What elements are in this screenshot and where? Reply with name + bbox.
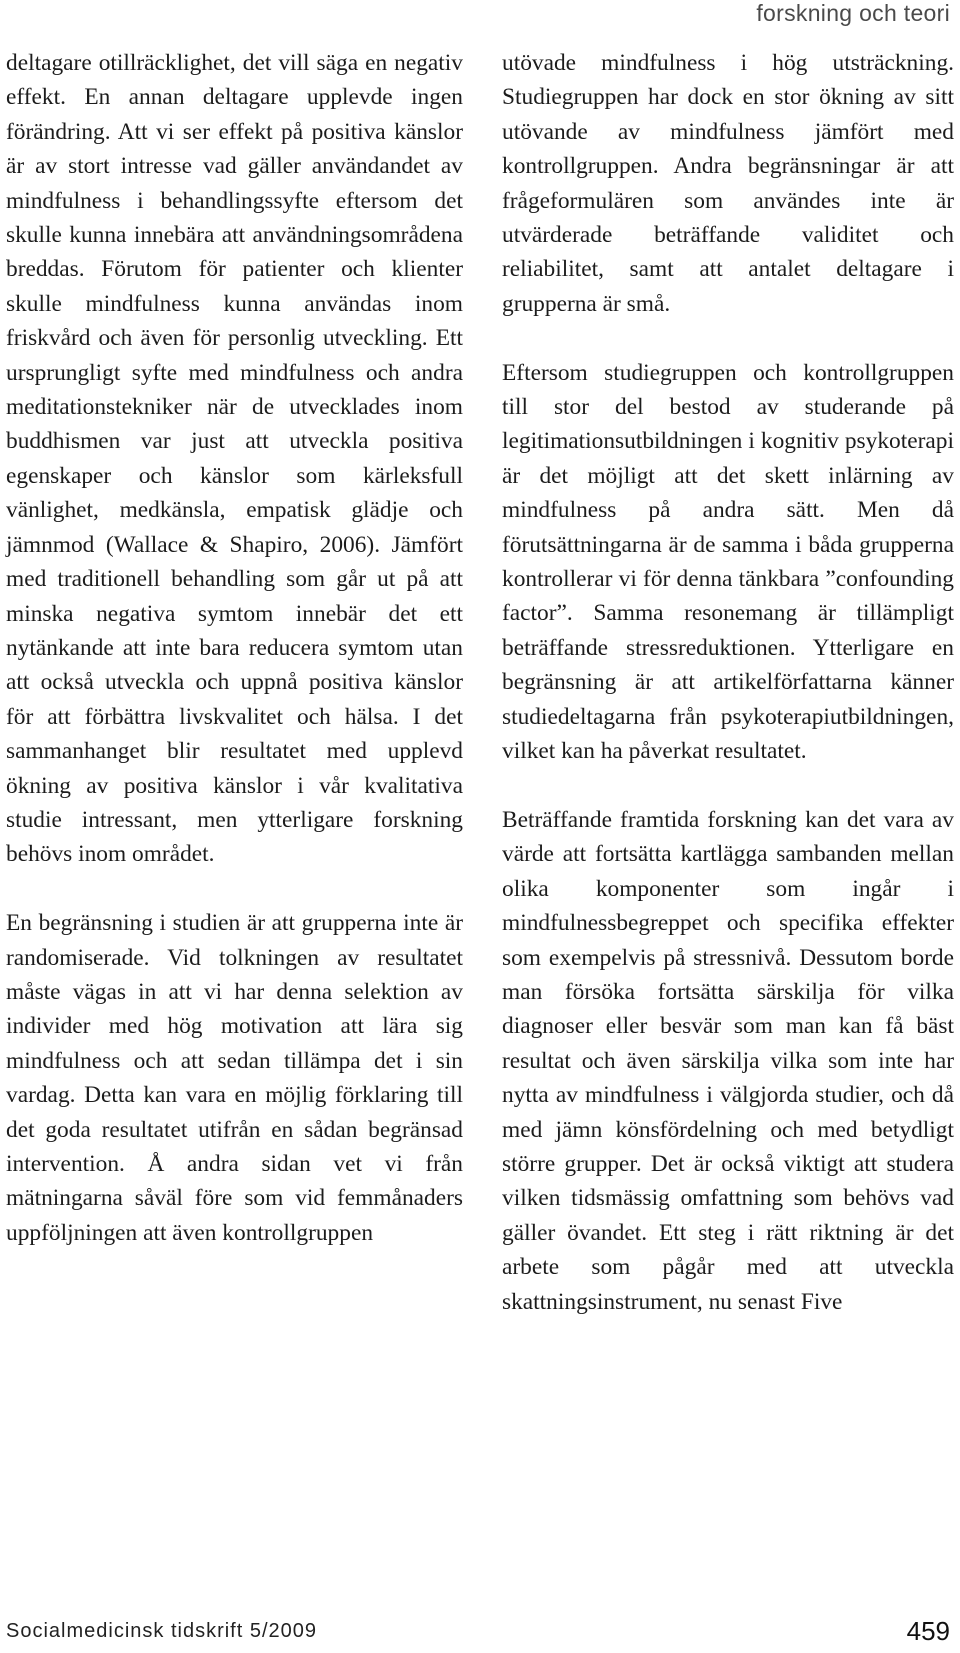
body-paragraph: utövade mindfulness i hög utsträckning. Studiegruppen har dock en stor ökning av sitt utövande av mindfulness jämfört med kontrollgruppen. Andra begränsningar är att frågeformulären som användes inte är utvärderade beträffande validitet och reliabilitet, samt att antalet deltagare i grupperna är små. bbox=[502, 50, 954, 317]
body-paragraph: En begränsning i studien är att grupperna inte är randomiserade. Vid tolkningen av resultatet måste vägas in att vi har denna selektion av individer med hög motivation att lära sig mindfulness och att sedan tillämpa det i sin vardag. Detta kan vara en möjlig förklaring till det goda resultatet utifrån en sådan begränsad intervention. Å andra sidan vet vi från mätningarna såväl före som vid femmånaders uppföljningen att även kontrollgruppen bbox=[6, 910, 463, 1246]
section-header: forskning och teori bbox=[756, 0, 950, 26]
left-column bbox=[6, 46, 463, 1250]
body-paragraph: deltagare otillräcklighet, det vill säga en negativ effekt. En annan deltagare upplevde ingen förändring. Att vi ser effekt på positiva känslor är av stort intresse vad gäller användandet av mindfulness i behandlingssyfte eftersom det skulle kunna innebära att användningsområdena breddas. Förutom för patienter och klienter skulle mindfulness kunna användas inom friskvård och även för personlig utveckling. Ett ursprungligt syfte med mindfulness och andra meditationstekniker när de utvecklades inom buddhismen var just att utveckla positiva egenskaper och känslor som kärleksfull vänlighet, medkänsla, empatisk glädje och jämnmod (Wallace & Shapiro, 2006). Jämfört med traditionell behandling som går ut på att minska negativa symtom innebär det ett nytänkande att inte bara reducera symtom utan att också utveckla och uppnå positiva känslor för att förbättra livskvalitet och hälsa. I det sammanhanget blir resultatet med upplevd ökning av positiva känslor i vår kvalitativa studie intressant, men ytterligare forskning behövs inom området. bbox=[6, 50, 463, 868]
body-paragraph: Beträffande framtida forskning kan det vara av värde att fortsätta kartlägga sambanden mellan olika komponenter som ingår i mindfulnessbegreppet och specifika effekter som exempelvis på stressnivå. Dessutom borde man försöka fortsätta särskilja för vilka diagnoser eller besvär som man kan få bäst resultat och även särskilja vilka som inte har nytta av mindfulness i välgjorda studier, och då med jämn könsfördelning och med betydligt större grupper. Det är också viktigt att studera vilken tidsmässig omfattning som behövs vad gäller övandet. Ett steg i rätt riktning är det arbete som pågår med att utveckla skattningsinstrument, nu senast Five bbox=[502, 806, 954, 1315]
page-number: 459 bbox=[906, 1616, 950, 1646]
right-column bbox=[502, 46, 954, 1319]
journal-title: Socialmedicinsk tidskrift 5/2009 bbox=[6, 1620, 318, 1642]
body-paragraph: Eftersom studiegruppen och kontrollgruppen till stor del bestod av studerande på legitimationsutbildningen i kognitiv psykoterapi är det möjligt att det skett inlärning av mindfulness på andra sätt. Men då förutsättningarna är de samma i båda grupperna kontrollerar vi för denna tänkbara ”confounding factor”. Samma resonemang är tillämpligt beträffande stressreduktionen. Ytterligare en begränsning är att artikelförfattarna känner studiedeltagarna från psykoterapiutbildningen, vilket kan ha påverkat resultatet. bbox=[502, 359, 954, 765]
